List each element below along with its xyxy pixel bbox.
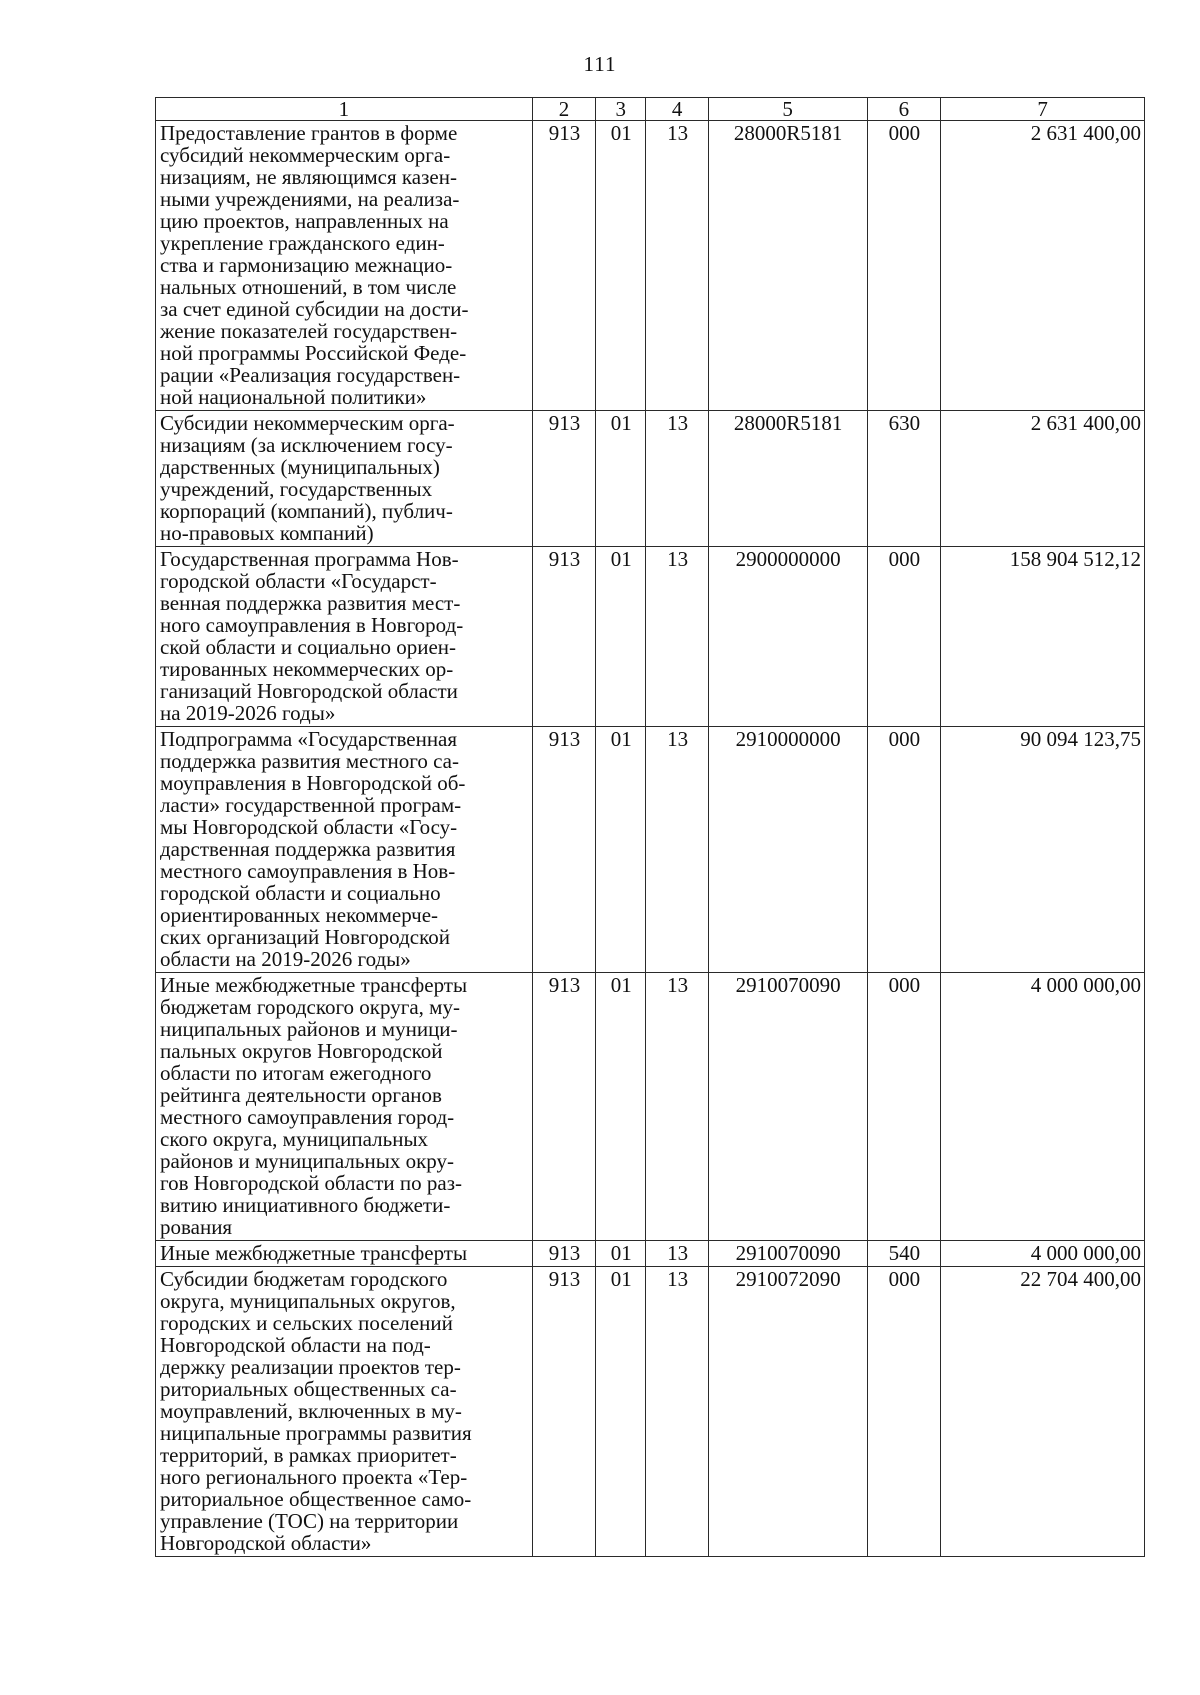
expense-name-line: укрепление гражданского един-	[160, 231, 445, 255]
target-article-cell: 2910000000	[708, 727, 867, 973]
expense-type-cell: 000	[867, 547, 941, 727]
expense-name-line: нальных отношений, в том числе	[160, 275, 457, 299]
expense-name-cell	[156, 547, 533, 727]
ministry-code-cell: 913	[532, 1267, 595, 1557]
amount-cell: 2 631 400,00	[941, 411, 1145, 547]
expense-name-line: риториальных общественных са-	[160, 1377, 457, 1401]
section-code-cell: 01	[596, 121, 646, 411]
ministry-code-cell: 913	[532, 973, 595, 1241]
expense-name-line: местного самоуправления в Нов-	[160, 859, 456, 883]
target-article-cell: 2910072090	[708, 1267, 867, 1557]
expense-type-cell: 000	[867, 973, 941, 1241]
table-header-row	[156, 98, 1145, 121]
expense-name-line: ного самоуправления в Новгород-	[160, 613, 464, 637]
section-code-cell: 01	[596, 1267, 646, 1557]
expense-name-line: управление (ТОС) на территории	[160, 1509, 459, 1533]
expense-type-cell: 630	[867, 411, 941, 547]
expense-name-line: районов и муниципальных окру-	[160, 1149, 455, 1173]
amount-cell: 158 904 512,12	[941, 547, 1145, 727]
table-row	[156, 1267, 1145, 1557]
expense-name-line: Государственная программа Нов-	[160, 547, 459, 571]
expense-name-line: Субсидии бюджетам городского	[160, 1267, 448, 1291]
expense-name-cell	[156, 411, 533, 547]
amount-cell: 90 094 123,75	[941, 727, 1145, 973]
expense-name-line: поддержка развития местного са-	[160, 749, 459, 773]
expense-name-line: рейтинга деятельности органов	[160, 1083, 442, 1107]
expense-name-line: тированных некоммерческих ор-	[160, 657, 454, 681]
expense-name-line: ориентированных некоммерче-	[160, 903, 439, 927]
subsection-code-cell: 13	[646, 121, 708, 411]
section-code-cell: 01	[596, 1241, 646, 1267]
expense-name-line: держку реализации проектов тер-	[160, 1355, 461, 1379]
expense-name-cell	[156, 121, 533, 411]
expense-type-cell: 540	[867, 1241, 941, 1267]
expense-name-cell	[156, 1241, 533, 1267]
expense-name-line: области по итогам ежегодного	[160, 1061, 432, 1085]
expense-name-cell	[156, 1267, 533, 1557]
table-body	[156, 121, 1145, 1557]
expense-type-cell: 000	[867, 121, 941, 411]
expense-name-line: Иные межбюджетные трансферты	[160, 1241, 468, 1265]
column-header-5: 5	[708, 98, 867, 121]
expense-name-line: моуправления в Новгородской об-	[160, 771, 466, 795]
expense-name-line: ской области и социально ориен-	[160, 635, 457, 659]
expense-name-line: гов Новгородской области по раз-	[160, 1171, 462, 1195]
section-code-cell: 01	[596, 973, 646, 1241]
expense-name-line: области на 2019-2026 годы»	[160, 947, 411, 971]
amount-cell: 22 704 400,00	[941, 1267, 1145, 1557]
table-row	[156, 121, 1145, 411]
expense-name-cell	[156, 973, 533, 1241]
target-article-cell: 2900000000	[708, 547, 867, 727]
expense-name-line: бюджетам городского округа, му-	[160, 995, 460, 1019]
subsection-code-cell: 13	[646, 727, 708, 973]
expense-name-line: ства и гармонизацию межнацио-	[160, 253, 453, 277]
ministry-code-cell: 913	[532, 411, 595, 547]
expense-name-line: дарственных (муниципальных)	[160, 455, 440, 479]
expense-name-line: Иные межбюджетные трансферты	[160, 973, 468, 997]
subsection-code-cell: 13	[646, 1241, 708, 1267]
amount-cell: 4 000 000,00	[941, 973, 1145, 1241]
expense-name-line: Новгородской области»	[160, 1531, 372, 1555]
column-header-4: 4	[646, 98, 708, 121]
subsection-code-cell: 13	[646, 973, 708, 1241]
amount-cell: 4 000 000,00	[941, 1241, 1145, 1267]
expense-name-line: ского округа, муниципальных	[160, 1127, 429, 1151]
expense-name-line: Подпрограмма «Государственная	[160, 727, 458, 751]
subsection-code-cell: 13	[646, 411, 708, 547]
expense-name-line: местного самоуправления город-	[160, 1105, 455, 1129]
section-code-cell: 01	[596, 411, 646, 547]
expense-name-line: Субсидии некоммерческим орга-	[160, 411, 455, 435]
expense-name-line: цию проектов, направленных на	[160, 209, 449, 233]
page-number: 111	[583, 52, 617, 76]
expense-name-line: ских организаций Новгородской	[160, 925, 450, 949]
table-row	[156, 973, 1145, 1241]
expense-name-line: жение показателей государствен-	[160, 319, 458, 343]
expense-name-line: венная поддержка развития мест-	[160, 591, 461, 615]
expense-name-line: городских и сельских поселений	[160, 1311, 453, 1335]
expense-name-line: моуправлений, включенных в му-	[160, 1399, 462, 1423]
target-article-cell: 28000R5181	[708, 121, 867, 411]
table-row	[156, 411, 1145, 547]
expense-name-line: ганизаций Новгородской области	[160, 679, 458, 703]
expense-name-line: городской области «Государст-	[160, 569, 437, 593]
table-row	[156, 727, 1145, 973]
expense-name-line: рования	[160, 1215, 233, 1239]
expense-name-line: Предоставление грантов в форме	[160, 121, 458, 145]
budget-table	[155, 97, 1145, 1557]
target-article-cell: 2910070090	[708, 973, 867, 1241]
expense-name-line: низациям (за исключением госу-	[160, 433, 453, 457]
expense-name-line: ниципальные программы развития	[160, 1421, 472, 1445]
expense-name-line: дарственная поддержка развития	[160, 837, 456, 861]
expense-name-line: ной программы Российской Феде-	[160, 341, 467, 365]
expense-name-line: субсидий некоммерческим орга-	[160, 143, 451, 167]
expense-name-line: ными учреждениями, на реализа-	[160, 187, 460, 211]
ministry-code-cell: 913	[532, 121, 595, 411]
ministry-code-cell: 913	[532, 727, 595, 973]
target-article-cell: 28000R5181	[708, 411, 867, 547]
expense-name-line: но-правовых компаний)	[160, 521, 374, 545]
amount-cell: 2 631 400,00	[941, 121, 1145, 411]
expense-name-line: на 2019-2026 годы»	[160, 701, 336, 725]
expense-name-line: округа, муниципальных округов,	[160, 1289, 456, 1313]
expense-name-line: ниципальных районов и муници-	[160, 1017, 458, 1041]
expense-type-cell: 000	[867, 1267, 941, 1557]
expense-name-line: витию инициативного бюджети-	[160, 1193, 451, 1217]
expense-type-cell: 000	[867, 727, 941, 973]
column-header-7: 7	[941, 98, 1145, 121]
expense-name-line: пальных округов Новгородской	[160, 1039, 443, 1063]
expense-name-line: городской области и социально	[160, 881, 441, 905]
ministry-code-cell: 913	[532, 547, 595, 727]
subsection-code-cell: 13	[646, 547, 708, 727]
target-article-cell: 2910070090	[708, 1241, 867, 1267]
column-header-1: 1	[156, 98, 533, 121]
expense-name-line: ласти» государственной програм-	[160, 793, 462, 817]
ministry-code-cell: 913	[532, 1241, 595, 1267]
expense-name-line: территорий, в рамках приоритет-	[160, 1443, 457, 1467]
expense-name-line: риториальное общественное само-	[160, 1487, 472, 1511]
expense-name-line: низациям, не являющимся казен-	[160, 165, 457, 189]
subsection-code-cell: 13	[646, 1267, 708, 1557]
expense-name-line: рации «Реализация государствен-	[160, 363, 461, 387]
expense-name-line: ного регионального проекта «Тер-	[160, 1465, 468, 1489]
expense-name-cell	[156, 727, 533, 973]
section-code-cell: 01	[596, 547, 646, 727]
column-header-2: 2	[532, 98, 595, 121]
table-row	[156, 1241, 1145, 1267]
expense-name-line: Новгородской области на под-	[160, 1333, 431, 1357]
expense-name-line: мы Новгородской области «Госу-	[160, 815, 458, 839]
column-header-3: 3	[596, 98, 646, 121]
expense-name-line: учреждений, государственных	[160, 477, 433, 501]
expense-name-line: за счет единой субсидии на дости-	[160, 297, 469, 321]
expense-name-line: ной национальной политики»	[160, 385, 427, 409]
section-code-cell: 01	[596, 727, 646, 973]
column-header-6: 6	[867, 98, 941, 121]
expense-name-line: корпораций (компаний), публич-	[160, 499, 453, 523]
table-row	[156, 547, 1145, 727]
